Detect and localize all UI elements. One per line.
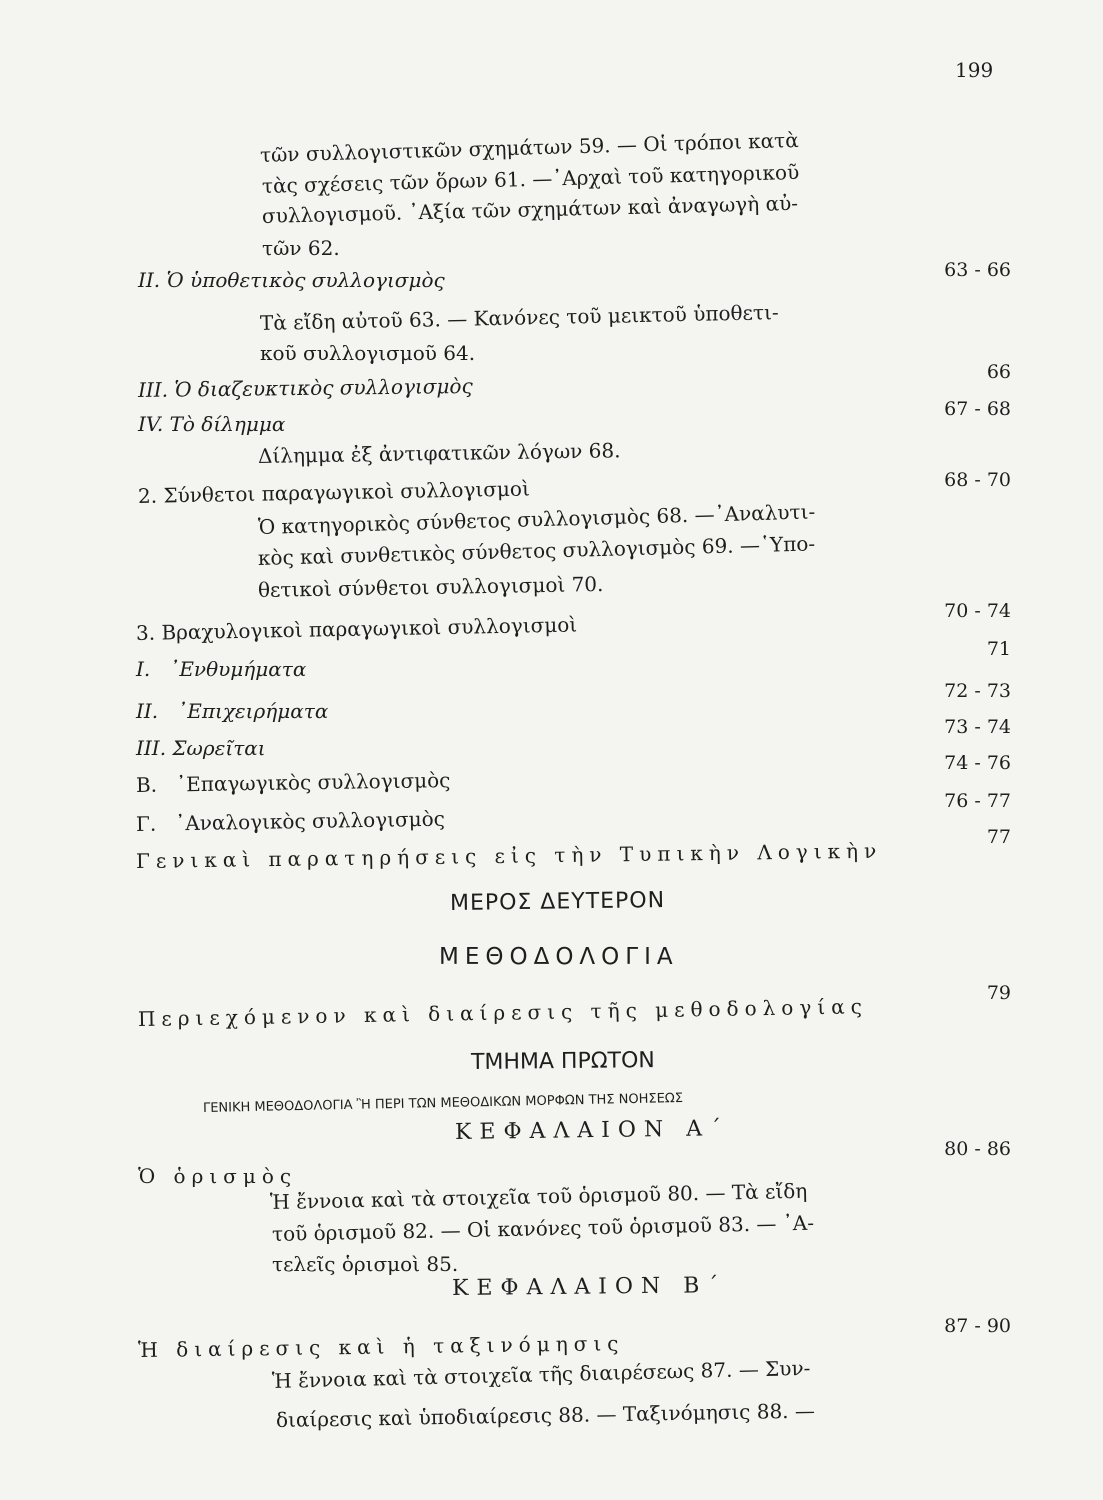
toc-line: Δίλημμα ἐξ ἀντιφατικῶν λόγων 68. xyxy=(257,438,621,468)
toc-entry-title: Γ. ᾿Αναλογικὸς συλλογισμὸς xyxy=(135,806,446,836)
toc-entry-pages: 73 - 74 xyxy=(944,716,1011,738)
toc-entry-pages: 70 - 74 xyxy=(944,600,1011,622)
toc-entry-pages: 77 xyxy=(986,826,1011,848)
toc-line: Τὰ εἴδη αὐτοῦ 63. — Κανόνες τοῦ μεικτοῦ ὑποθετι- xyxy=(259,300,779,335)
toc-entry-title: I. ᾿Ενθυμήματα xyxy=(136,657,307,681)
section-subtitle: ΓΕΝΙΚΗ ΜΕΘΟΔΟΛΟΓΙΑ Ἢ ΠΕΡΙ ΤΩΝ ΜΕΘΟΔΙΚΩΝ ΜΟΡΦΩΝ ΤΗΣ ΝΟΗΣΕΩΣ xyxy=(202,1090,684,1116)
part-heading: ΜΕΡΟΣ ΔΕΥΤΕΡΟΝ xyxy=(449,887,666,916)
chapter-a-line: Ἡ ἔννοια καὶ τὰ στοιχεῖα τοῦ ὁρισμοῦ 80. — Τὰ εἴδη xyxy=(269,1178,808,1214)
toc-entry-pages: 74 - 76 xyxy=(944,752,1011,774)
toc-entry-title: Γενικαὶ παρατηρήσεις εἰς τὴν Τυπικὴν Λογικὴν xyxy=(135,838,883,873)
chapter-a-title: Ὁ ὁρισμὸς xyxy=(138,1164,298,1188)
chapter-b-heading: ΚΕΦΑΛΑΙΟΝ Β΄ xyxy=(451,1273,727,1301)
toc-entry-pages: 66 xyxy=(986,361,1011,383)
toc-line: κοῦ συλλογισμοῦ 64. xyxy=(260,341,476,365)
toc-entry-title: II. ᾿Επιχειρήματα xyxy=(136,699,329,723)
toc-line: τὰς σχέσεις τῶν ὅρων 61. —᾿Αρχαὶ τοῦ κατηγορικοῦ xyxy=(261,159,800,198)
toc-line: τῶν συλλογιστικῶν σχημάτων 59. — Οἱ τρόποι κατὰ xyxy=(259,127,799,167)
toc-entry-pages: 72 - 73 xyxy=(944,680,1011,702)
toc-entry-title: II. Ὁ ὑποθετικὸς συλλογισμὸς xyxy=(138,268,445,292)
toc-entry-title: IV. Τὸ δίλημμα xyxy=(138,412,286,436)
chapter-b-line: Ἡ ἔννοια καὶ τὰ στοιχεῖα τῆς διαιρέσεως 87. — Συν- xyxy=(271,1355,811,1393)
chapter-a-heading: ΚΕΦΑΛΑΙΟΝ Α΄ xyxy=(454,1116,730,1145)
toc-entry-title: 3. Βραχυλογικοὶ παραγωγικοὶ συλλογισμοὶ xyxy=(135,612,578,645)
chapter-a-pages: 80 - 86 xyxy=(944,1138,1011,1160)
toc-entry-title: 2. Σύνθετοι παραγωγικοὶ συλλογισμοὶ xyxy=(137,476,531,508)
toc-entry-pages: 63 - 66 xyxy=(944,259,1011,281)
toc-entry-pages: 76 - 77 xyxy=(944,790,1011,812)
page-number: 199 xyxy=(955,58,994,82)
contents-entry-title: Περιεχόμενον καὶ διαίρεσις τῆς μεθοδολογίας xyxy=(137,994,869,1031)
toc-entry-pages: 68 - 70 xyxy=(944,469,1011,491)
section-heading: ΤΜΗΜΑ ΠΡΩΤΟΝ xyxy=(470,1048,655,1075)
toc-line: κὸς καὶ συνθετικὸς σύνθετος συλλογισμὸς 69. —῾Υπο- xyxy=(257,531,816,570)
toc-line: συλλογισμοῦ. ᾿Αξία τῶν σχημάτων καὶ ἀναγωγὴ αὐ- xyxy=(261,190,799,228)
toc-line: τῶν 62. xyxy=(262,236,340,260)
chapter-b-pages: 87 - 90 xyxy=(944,1315,1011,1337)
toc-entry-pages: 71 xyxy=(986,638,1011,660)
toc-entry-title: Β. ᾿Επαγωγικὸς συλλογισμὸς xyxy=(135,768,451,797)
contents-entry-pages: 79 xyxy=(986,982,1011,1004)
toc-entry-title: III. Σωρεῖται xyxy=(136,736,266,760)
part-title: ΜΕΘΟΔΟΛΟΓΙΑ xyxy=(439,944,679,970)
chapter-b-title: Ἡ διαίρεσις καὶ ἡ ταξινόμησις xyxy=(137,1331,625,1362)
toc-entry-pages: 67 - 68 xyxy=(944,398,1011,420)
toc-entry-title: III. Ὁ διαζευκτικὸς συλλογισμὸς xyxy=(137,373,473,402)
chapter-a-line: τελεῖς ὁρισμοὶ 85. xyxy=(272,1252,459,1276)
chapter-b-line: διαίρεσις καὶ ὑποδιαίρεσις 88. — Ταξινόμησις 88. — xyxy=(275,1398,816,1432)
chapter-a-line: τοῦ ὁρισμοῦ 82. — Οἱ κανόνες τοῦ ὁρισμοῦ 83. — ᾿Α- xyxy=(271,1210,815,1246)
toc-line: θετικοὶ σύνθετοι συλλογισμοὶ 70. xyxy=(257,571,604,602)
toc-line: Ὁ κατηγορικὸς σύνθετος συλλογισμὸς 68. —᾿Αναλυτι- xyxy=(257,499,816,539)
